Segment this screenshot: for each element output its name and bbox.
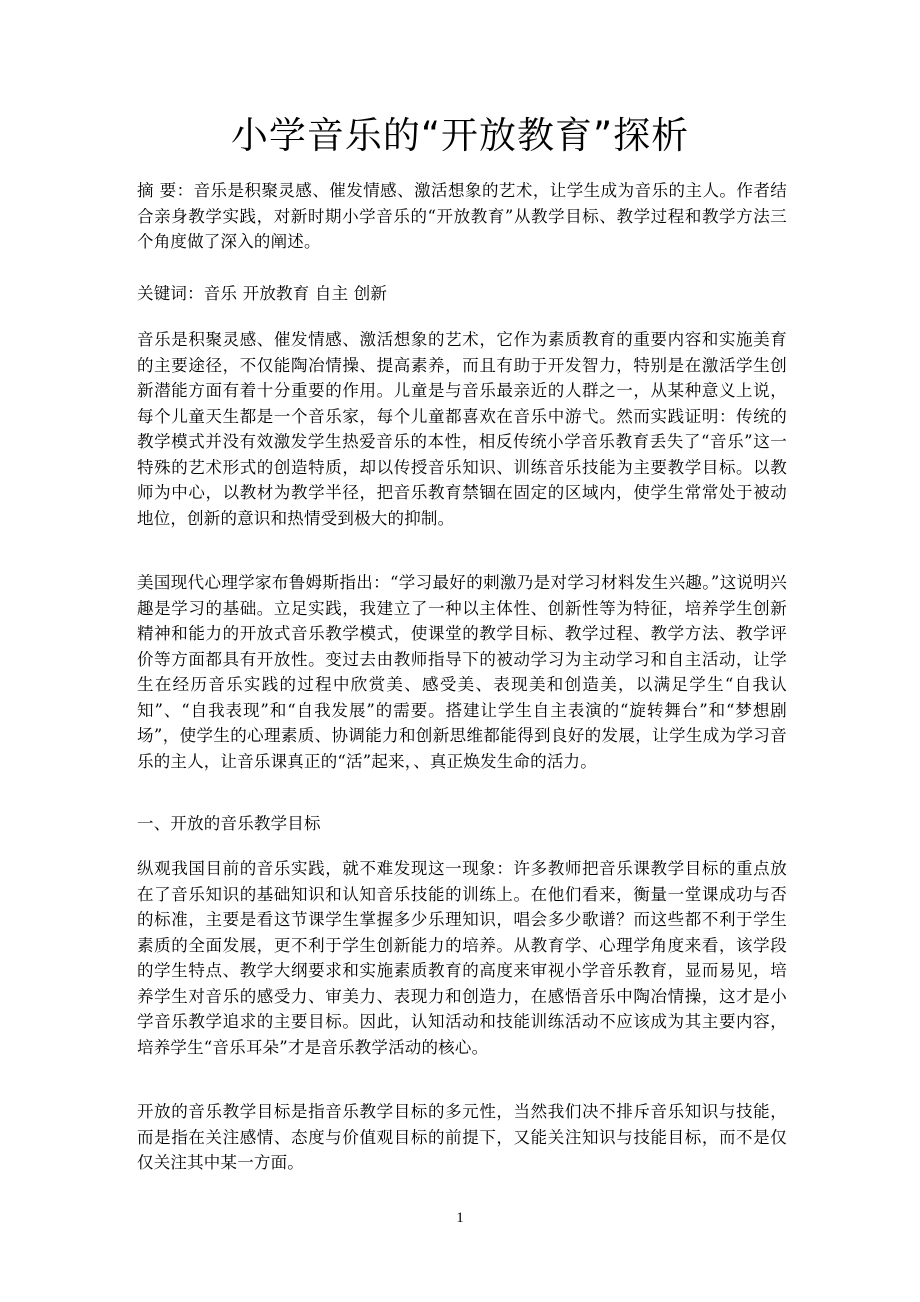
keywords: 关键词：音乐 开放教育 自主 创新 — [137, 284, 388, 303]
page-number: 1 — [456, 1210, 464, 1226]
document-title: 小学音乐的“开放教育”探析 — [230, 114, 690, 157]
section-paragraph: 开放的音乐教学目标是指音乐教学目标的多元性，当然我们决不排斥音乐知识与技能，而是指在关注感情、态度与价值观目标的前提下，又能关注知识与技能目标，而不是仅仅关注其中某一方面。 — [137, 1102, 787, 1172]
abstract: 摘 要：音乐是积聚灵感、催发情感、激活想象的艺术，让学生成为音乐的主人。作者结合亲身教学实践，对新时期小学音乐的“开放教育”从教学目标、教学过程和教学方法三个角度做了深入的阐述。 — [137, 181, 787, 251]
section-paragraph: 纵观我国目前的音乐实践，就不难发现这一现象：许多教师把音乐课教学目标的重点放在了音乐知识的基础知识和认知音乐技能的训练上。在他们看来，衡量一堂课成功与否的标准，主要是看这节课学生掌握多少乐理知识，唱会多少歌谱？而这些都不利于学生素质的全面发展，更不利于学生创新能力的培养。从教育学、心理学角度来看，该学段的学生特点、教学大纲要求和实施素质教育的高度来审视小学音乐教育，显而易见，培养学生对音乐的感受力、审美力、表现力和创造力，在感悟音乐中陶冶情操，这才是小学音乐教学追求的主要目标。因此，认知活动和技能训练活动不应该成为其主要内容，培养学生“音乐耳朵”才是音乐教学活动的核心。 — [137, 859, 787, 1057]
body-paragraph: 美国现代心理学家布鲁姆斯指出：“学习最好的刺激乃是对学习材料发生兴趣。”这说明兴趣是学习的基础。立足实践，我建立了一种以主体性、创新性等为特征，培养学生创新精神和能力的开放式音乐教学模式，使课堂的教学目标、教学过程、教学方法、教学评价等方面都具有开放性。变过去由教师指导下的被动学习为主动学习和自主活动，让学生在经历音乐实践的过程中欣赏美、感受美、表现美和创造美，以满足学生“自我认知”、“自我表现”和“自我发展”的需要。搭建让学生自主表演的“旋转舞台”和“梦想剧场”，使学生的心理素质、协调能力和创新思维都能得到良好的发展，让学生成为学习音乐的主人，让音乐课真正的“活”起来，、真正焕发生命的活力。 — [137, 573, 787, 771]
body-paragraph: 音乐是积聚灵感、催发情感、激活想象的艺术，它作为素质教育的重要内容和实施美育的主要途径，不仅能陶冶情操、提高素养，而且有助于开发智力，特别是在激活学生创新潜能方面有着十分重要的作用。儿童是与音乐最亲近的人群之一，从某种意义上说，每个儿童天生都是一个音乐家，每个儿童都喜欢在音乐中游弋。然而实践证明：传统的教学模式并没有效激发学生热爱音乐的本性，相反传统小学音乐教育丢失了“音乐”这一特殊的艺术形式的创造特质，却以传授音乐知识、训练音乐技能为主要教学目标。以教师为中心，以教材为教学半径，把音乐教育禁锢在固定的区域内，使学生常常处于被动地位，创新的意识和热情受到极大的抑制。 — [137, 330, 787, 528]
section-heading: 一、开放的音乐教学目标 — [137, 814, 321, 833]
